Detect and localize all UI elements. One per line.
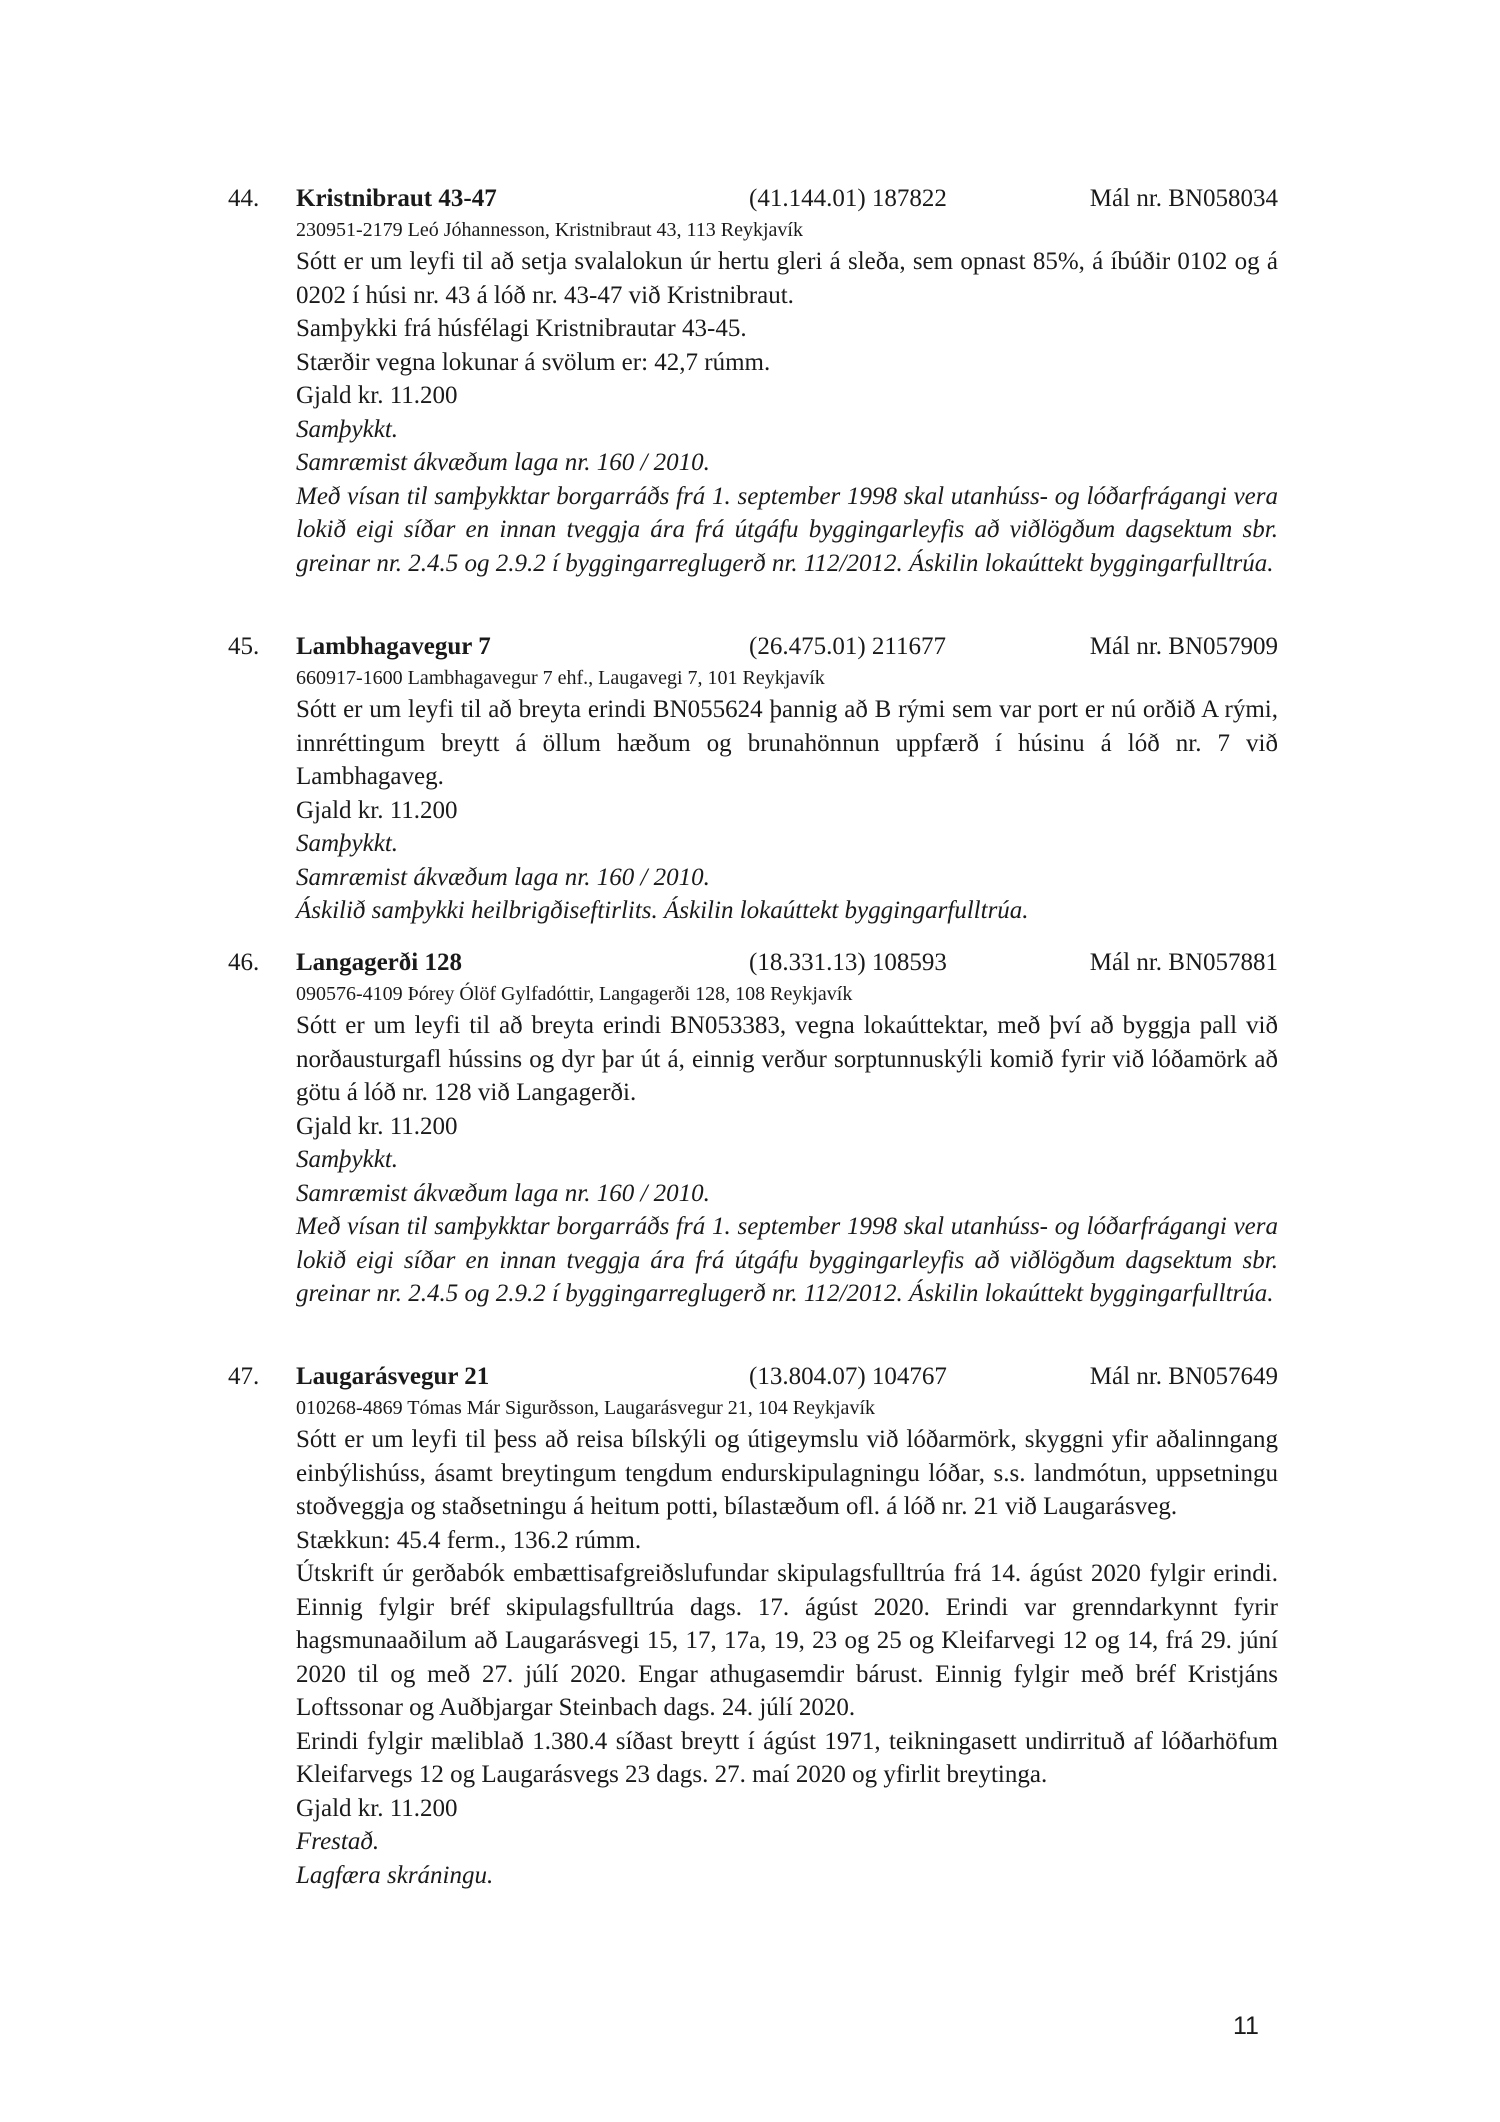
agenda-item: [228, 630, 1278, 928]
decision: Samþykkt.: [296, 1146, 399, 1173]
fee: Gjald kr. 11.200: [296, 1794, 458, 1822]
request-text: Sótt er um leyfi til að breyta erindi BN055624 þannig að B rými sem var port er nú orðið A rými, innréttingum breytt á öllum hæðum og brunahönnun uppfærð í húsinu á lóð nr. 7 við Lambhagaveg.: [296, 696, 1278, 790]
case-number: Mál nr. BN057881: [1089, 949, 1278, 976]
item-number: 46.: [228, 949, 260, 976]
property-title: Laugarásvegur 21: [296, 1363, 490, 1390]
agenda-item: [228, 1360, 1278, 1892]
agenda-item: [228, 946, 1278, 1311]
legal-note: Samræmist ákvæðum laga nr. 160 / 2010.: [296, 1179, 710, 1207]
text-paragraph: Útskrift úr gerðabók embættisafgreiðslufundar skipulagsfulltrúa frá 14. ágúst 2020 fylgir erindi. Einnig fylgir bréf skipulagsfulltrúa dags. 17. ágúst 2020. Erindi var grenndarkynnt fyrir hagsmunaaðilum að Laugarásvegi 15, 17, 17a, 19, 23 og 25 og Kleifarvegi 12 og 14, frá 29. júní 2020 til og með 27. júlí 2020. Engar athugasemdir bárust. Einnig fylgir með bréf Kristjáns Loftssonar og Auðbjargar Steinbach dags. 24. júlí 2020.: [296, 1560, 1278, 1721]
page-number: 11: [1233, 2012, 1259, 2040]
condition-note: Með vísan til samþykktar borgarráðs frá 1. september 1998 skal utanhúss- og lóðarfrágangi vera lokið eigi síðar en innan tveggja ára frá útgáfu byggingarleyfis að viðlögðum dagsektum sbr. greinar nr. 2.4.5 og 2.9.2 í byggingarreglugerð nr. 112/2012. Áskilin lokaúttekt byggingarfulltrúa.: [296, 1213, 1278, 1307]
applicant: 090576-4109 Þórey Ólöf Gylfadóttir, Langagerði 128, 108 Reykjavík: [296, 983, 853, 1005]
decision: Frestað.: [296, 1828, 380, 1855]
condition-note: Áskilið samþykki heilbrigðiseftirlits. Áskilin lokaúttekt byggingarfulltrúa.: [296, 897, 1029, 924]
land-reference: (13.804.07) 104767: [749, 1363, 947, 1390]
applicant: 660917-1600 Lambhagavegur 7 ehf., Laugavegi 7, 101 Reykjavík: [296, 667, 825, 689]
condition-note: Með vísan til samþykktar borgarráðs frá 1. september 1998 skal utanhúss- og lóðarfrágangi vera lokið eigi síðar en innan tveggja ára frá útgáfu byggingarleyfis að viðlögðum dagsektum sbr. greinar nr. 2.4.5 og 2.9.2 í byggingarreglugerð nr. 112/2012. Áskilin lokaúttekt byggingarfulltrúa.: [296, 482, 1278, 577]
fee: Gjald kr. 11.200: [296, 1112, 458, 1140]
legal-note: Samræmist ákvæðum laga nr. 160 / 2010.: [296, 863, 710, 891]
item-header: [228, 1360, 1278, 1394]
case-number: Mál nr. BN057649: [1089, 1363, 1278, 1390]
property-title: Lambhagavegur 7: [296, 633, 491, 660]
agenda-item: [228, 182, 1278, 580]
fee: Gjald kr. 11.200: [296, 382, 458, 409]
condition-note: Lagfæra skráningu.: [296, 1861, 494, 1889]
case-number: Mál nr. BN057909: [1089, 633, 1278, 660]
item-header: [228, 630, 1278, 664]
legal-note: Samræmist ákvæðum laga nr. 160 / 2010.: [296, 449, 710, 476]
decision: Samþykkt.: [296, 830, 399, 857]
item-header: [228, 182, 1278, 216]
item-header: [228, 946, 1278, 980]
fee: Gjald kr. 11.200: [296, 796, 458, 824]
request-text: Sótt er um leyfi til að setja svalalokun úr hertu gleri á sleða, sem opnast 85%, á íbúðir 0102 og á 0202 í húsi nr. 43 á lóð nr. 43-47 við Kristnibraut.: [296, 248, 1278, 309]
item-body: [296, 216, 1278, 580]
case-number: Mál nr. BN058034: [1089, 185, 1278, 212]
text-line: Stærðir vegna lokunar á svölum er: 42,7 rúmm.: [296, 348, 771, 376]
property-title: Langagerði 128: [296, 949, 462, 976]
item-number: 47.: [228, 1363, 260, 1390]
item-number: 44.: [228, 185, 260, 212]
text-line: Stækkun: 45.4 ferm., 136.2 rúmm.: [296, 1526, 642, 1554]
item-body: [296, 980, 1278, 1311]
request-text: Sótt er um leyfi til þess að reisa bílskýli og útigeymslu við lóðarmörk, skyggni yfir aðalinngang einbýlishúss, ásamt breytingum tengdum endurskipulagningu lóðar, s.s. landmótun, uppsetningu stoðveggja og staðsetningu á heitum potti, bílastæðum ofl. á lóð nr. 21 við Laugarásveg.: [296, 1426, 1278, 1520]
item-body: [296, 664, 1278, 928]
land-reference: (41.144.01) 187822: [749, 185, 947, 212]
land-reference: (18.331.13) 108593: [749, 949, 947, 976]
property-title: Kristnibraut 43-47: [296, 185, 497, 212]
applicant: 010268-4869 Tómas Már Sigurðsson, Laugarásvegur 21, 104 Reykjavík: [296, 1397, 875, 1419]
item-body: [296, 1394, 1278, 1892]
applicant: 230951-2179 Leó Jóhannesson, Kristnibraut 43, 113 Reykjavík: [296, 219, 803, 241]
item-number: 45.: [228, 633, 260, 660]
text-line: Samþykki frá húsfélagi Kristnibrautar 43-45.: [296, 315, 747, 342]
request-text: Sótt er um leyfi til að breyta erindi BN053383, vegna lokaúttektar, með því að byggja pall við norðausturgafl hússins og dyr þar út á, einnig verður sorptunnuskýli komið fyrir við lóðamörk að götu á lóð nr. 128 við Langagerði.: [296, 1012, 1278, 1106]
text-paragraph: Erindi fylgir mæliblað 1.380.4 síðast breytt í ágúst 1971, teikningasett undirrituð af lóðarhöfum Kleifarvegs 12 og Laugarásvegs 23 dags. 27. maí 2020 og yfirlit breytinga.: [296, 1727, 1278, 1788]
decision: Samþykkt.: [296, 415, 399, 443]
land-reference: (26.475.01) 211677: [749, 633, 946, 660]
